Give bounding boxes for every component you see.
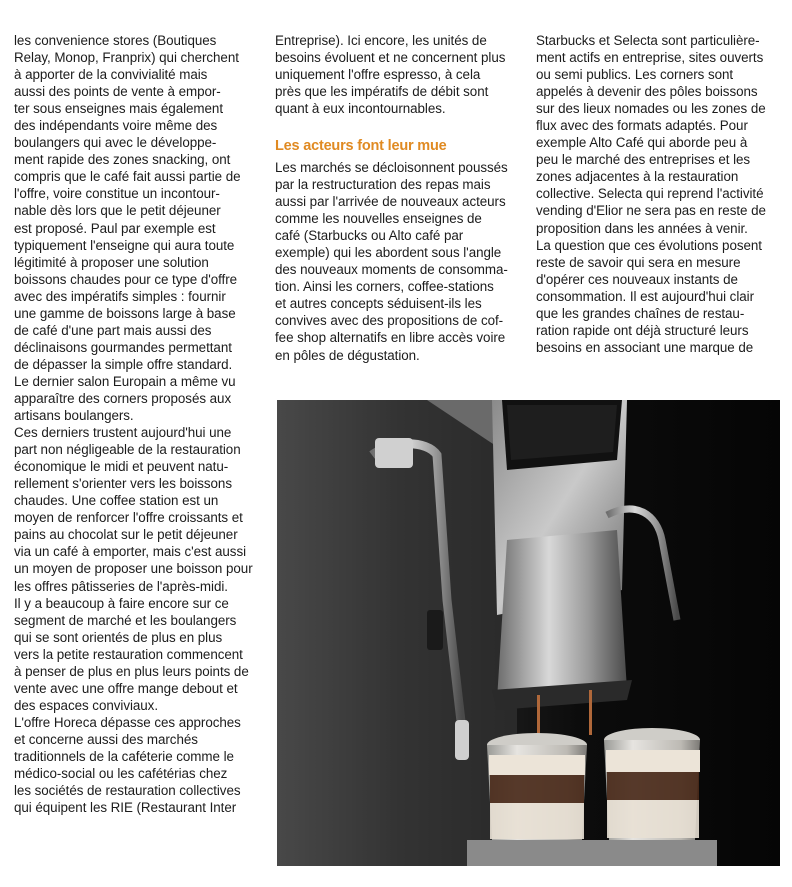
text-line: compris que le café fait aussi partie de [14,169,241,185]
text-line: reste de savoir qui sera en mesure [536,254,741,270]
text-column-1 [14,32,264,816]
text-line: que les grandes chaînes de restau- [536,305,745,321]
text-line: des indépendants voire même des [14,118,218,134]
text-line: traditionnels de la caféterie comme le [14,748,234,764]
text-line: pains au chocolat sur le petit déjeuner [14,527,238,543]
text-line: Les marchés se décloisonnent poussés [275,160,508,175]
text-line: médico-social ou les cafétérias chez [14,766,228,782]
text-line: une gamme de boissons large à base [14,305,236,321]
text-line: rellement s'orienter vers les boissons [14,476,232,492]
text-line: La question que ces évolutions posent [536,237,762,253]
text-line: tion. Ainsi les corners, coffee-stations [275,279,494,295]
text-line: exemple) qui les abordent sous l'angle [275,245,502,261]
text-line: Il y a beaucoup à faire encore sur ce [14,595,229,611]
text-line: les offres pâtisseries de l'après-midi. [14,578,228,594]
text-line: en pôles de dégustation. [275,347,420,363]
text-line: ou semi publics. Les corners sont [536,67,734,83]
text-line: fee shop alternatifs en libre accès voire [275,330,506,346]
text-line: boissons chaudes pour ce type d'offre [14,271,238,287]
text-line: uniquement l'offre espresso, à cela [275,67,481,83]
text-line: moyen de renforcer l'offre croissants et [14,510,243,526]
section-heading: Les acteurs font leur mue [275,138,447,154]
text-line: sur des lieux nomades ou les zones de [536,101,766,117]
text-line: besoins évoluent et ne concernent plus [275,50,506,66]
text-line: aussi des points de vente à empor- [14,84,221,100]
text-line: par la restructuration des repas mais [275,177,491,193]
text-column-3 [536,32,786,356]
text-line: l'offre, voire constitue un incontour- [14,186,220,202]
text-line: légitimité à proposer une solution [14,254,209,270]
text-line: Relay, Monop, Franprix) qui cherchent [14,50,239,66]
text-line: de dépasser la simple offre standard. [14,356,233,372]
text-line: à penser de plus en plus leurs points de [14,663,249,679]
text-line: vers la petite restauration commencent [14,646,243,662]
text-column-2-bottom [275,159,525,364]
text-line: qui équipent les RIE (Restaurant Inter [14,800,237,816]
text-line: Starbucks et Selecta sont particulière- [536,33,760,48]
text-line: zones adjacentes à la restauration [536,169,739,185]
text-line: Ces derniers trustent aujourd'hui une [14,425,232,441]
text-line: Entreprise). Ici encore, les unités de [275,33,487,48]
text-line: flux avec des formats adaptés. Pour [536,118,748,134]
text-line: proposition dans les années à venir. [536,220,748,236]
text-line: besoins en associant une marque de [536,339,754,355]
text-line: L'offre Horeca dépasse ces approches [14,714,241,730]
text-line: d'opérer ces nouveaux instants de [536,271,738,287]
text-line: un moyen de proposer une boisson pour [14,561,253,577]
text-line: segment de marché et les boulangers [14,612,237,628]
text-line: aussi par l'arrivée de nouveaux acteurs [275,194,506,210]
text-line: et autres concepts séduisent-ils les [275,296,482,312]
text-line: part non négligeable de la restauration [14,442,241,458]
text-line: Le dernier salon Europain a même vu [14,373,236,389]
espresso-machine-photo [277,400,780,866]
text-line: consommation. Il est aujourd'hui clair [536,288,754,304]
text-line: de café d'une part mais aussi des [14,322,212,338]
text-line: les sociétés de restauration collectives [14,783,241,799]
text-line: quant à eux incontournables. [275,101,446,117]
text-line: près que les impératifs de débit sont [275,84,489,100]
text-line: vente avec une offre mange debout et [14,680,238,696]
text-line: nable dès lors que le petit déjeuner [14,203,221,219]
text-line: café (Starbucks ou Alto café par [275,228,464,244]
text-line: apparaître des corners proposés aux [14,390,232,406]
text-line: exemple Alto Café qui aborde peu à [536,135,748,151]
text-line: convives avec des propositions de cof- [275,313,504,329]
text-line: peu le marché des entreprises et les [536,152,751,168]
text-line: des espaces conviviaux. [14,697,158,713]
text-line: typiquement l'enseigne qui aura toute [14,237,235,253]
text-line: économique le midi et peuvent natu- [14,459,229,475]
text-line: ment actifs en entreprise, sites ouverts [536,50,764,66]
text-line: chaudes. Une coffee station est un [14,493,219,509]
text-line: comme les nouvelles enseignes de [275,211,482,227]
espresso-machine-illustration [277,400,780,866]
text-line: ter sous enseignes mais également [14,101,223,117]
text-line: artisans boulangers. [14,408,134,424]
cup-left [487,733,587,854]
text-line: vending d'Elior ne sera pas en reste de [536,203,766,219]
text-line: déclinaisons gourmandes permettant [14,339,232,355]
text-line: et concerne aussi des marchés [14,731,198,747]
text-line: appelés à devenir des pôles boissons [536,84,758,100]
text-line: collective. Selecta qui reprend l'activité [536,186,764,202]
text-line: des nouveaux moments de consomma- [275,262,508,278]
text-line: via un café à emporter, mais c'est aussi [14,544,247,560]
text-line: qui se sont orientés de plus en plus [14,629,223,645]
text-line: ration rapide ont déjà structuré leurs [536,322,749,338]
text-column-2-top [275,32,525,117]
text-line: avec des impératifs simples : fournir [14,288,226,304]
text-line: boulangers qui avec le développe- [14,135,217,151]
text-line: est proposé. Paul par exemple est [14,220,216,236]
cup-right [604,728,700,854]
text-line: à apporter de la convivialité mais [14,67,208,83]
text-line: les convenience stores (Boutiques [14,33,217,48]
text-line: ment rapide des zones snacking, ont [14,152,231,168]
